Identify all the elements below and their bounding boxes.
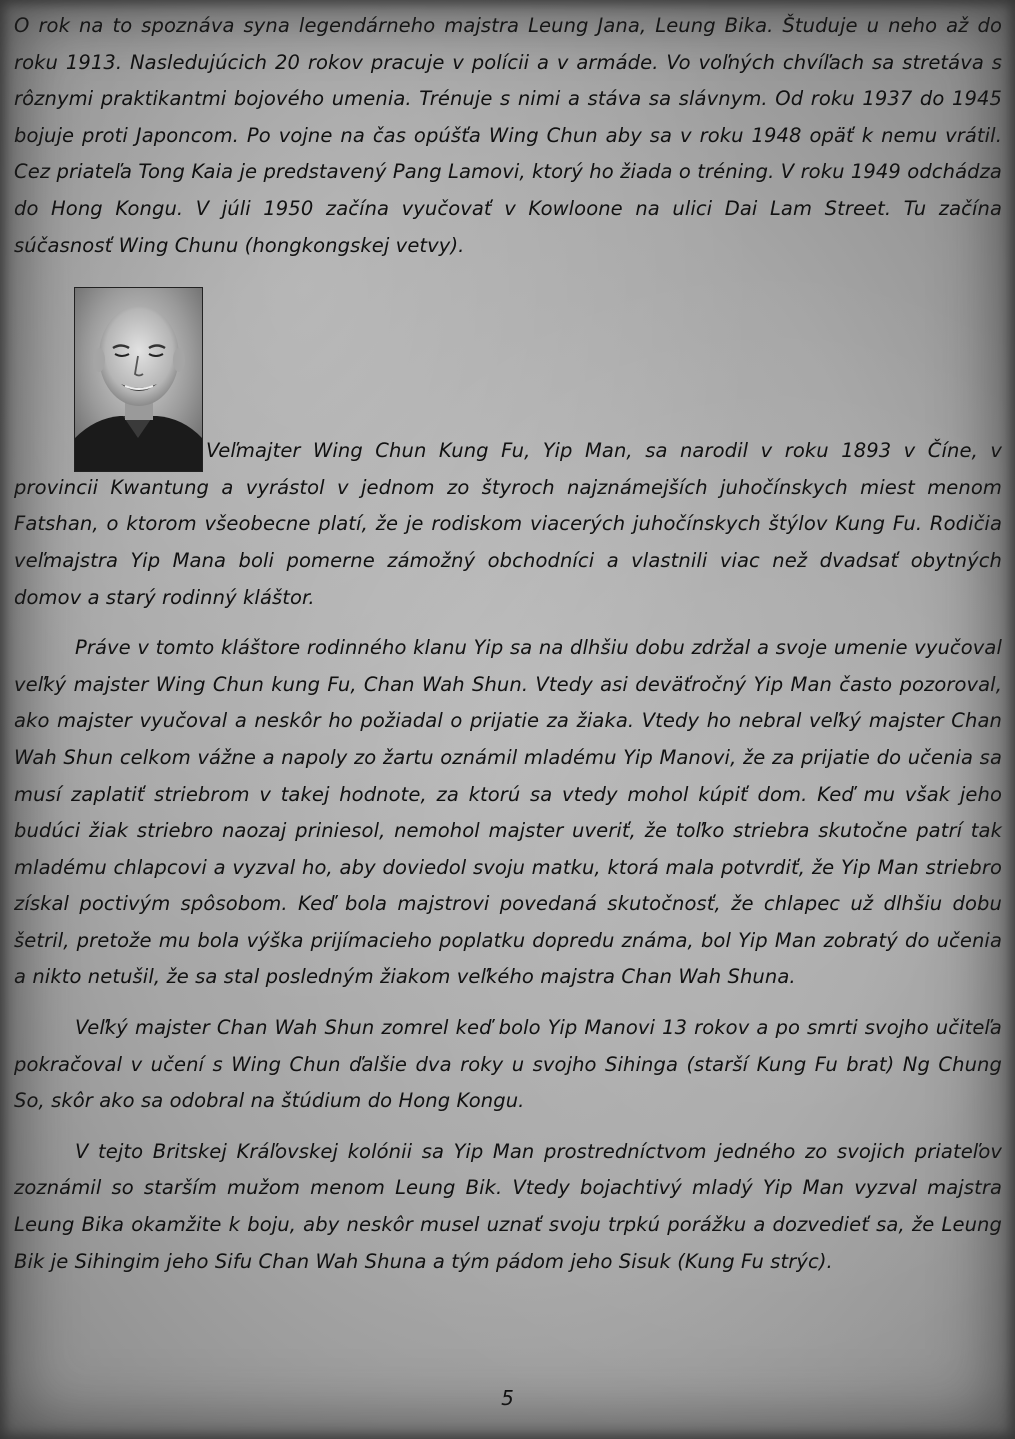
portrait-photo-icon xyxy=(75,288,202,471)
portrait-photo xyxy=(74,287,203,472)
paragraph-yip-man-birth: Veľmajter Wing Chun Kung Fu, Yip Man, sa narodil v roku 1893 v Číne, v provincii Kwantung a vyrástol v jednom zo štyroch najznámejších juhočínskych miest menom Fatshan, o ktorom všeobecne platí, že je rodiskom viacerých juhočínskych štýlov Kung Fu. Rodičia veľmajstra Yip Mana boli pomerne zámožný obchodníci a vlastnili viac než dvadsať obytných domov a starý rodinný kláštor. xyxy=(14,439,1002,609)
paragraph-hong-kong: V tejto Britskej Kráľovskej kolónii sa Yip Man prostredníctvom jedného zo svojich priateľov zoznámil so starším mužom menom Leung Bik. Vtedy bojachtivý mladý Yip Man vyzval majstra Leung Bika okamžite k boju, aby neskôr musel uznať svoju trpkú porážku a dozvedieť sa, že Leung Bik je Sihingim jeho Sifu Chan Wah Shuna a tým pádom jeho Sisuk (Kung Fu strýc). xyxy=(14,1139,1002,1273)
photo-block xyxy=(14,283,1002,433)
paragraph-intro: O rok na to spoznáva syna legendárneho majstra Leung Jana, Leung Bika. Študuje u neho až do roku 1913. Nasledujúcich 20 rokov pracuje v polícii a v armáde. Vo voľných chvíľach sa stretáva s rôznymi praktikantmi bojového umenia. Trénuje s nimi a stáva sa slávnym. Od roku 1937 do 1945 bojuje proti Japoncom. Po vojne na čas opúšťa Wing Chun aby sa v roku 1948 opäť k nemu vrátil. Cez priateľa Tong Kaia je predstavený Pang Lamovi, ktorý ho žiada o tréning. V roku 1949 odchádza do Hong Kongu. V júli 1950 začína vyučovať v Kowloone na ulici Dai Lam Street. Tu začína súčasnosť Wing Chunu (hongkongskej vetvy). xyxy=(14,14,1002,257)
document-body xyxy=(14,8,1002,1294)
paragraph-monastery: Práve v tomto kláštore rodinného klanu Yip sa na dlhšiu dobu zdržal a svoje umenie vyučoval veľký majster Wing Chun kung Fu, Chan Wah Shun. Vtedy asi deväťročný Yip Man často pozoroval, ako majster vyučoval a neskôr ho požiadal o prijatie za žiaka. Vtedy ho nebral veľký majster Chan Wah Shun celkom vážne a napoly zo žartu oznámil mladému Yip Manovi, že za prijatie do učenia sa musí zaplatiť striebrom v takej hodnote, za ktorú sa vtedy mohol kúpiť dom. Keď mu však jeho budúci žiak striebro naozaj priniesol, nemohol majster uveriť, že toľko striebra skutočne patrí tak mladému chlapcovi a vyzval ho, aby doviedol svoju matku, ktorá mala potvrdiť, že Yip Man striebro získal poctivým spôsobom. Keď bola majstrovi povedaná skutočnosť, že chlapec už dlhšiu dobu šetril, pretože mu bola výška prijímacieho poplatku dopredu známa, bol Yip Man zobratý do učenia a nikto netušil, že sa stal posledným žiakom veľkého majstra Chan Wah Shuna. xyxy=(14,636,1002,989)
paragraph-teacher-death: Veľký majster Chan Wah Shun zomrel keď bolo Yip Manovi 13 rokov a po smrti svojho učiteľa pokračoval v učení s Wing Chun ďalšie dva roky u svojho Sihinga (starší Kung Fu brat) Ng Chung So, skôr ako sa odobral na štúdium do Hong Kongu. xyxy=(14,1016,1002,1113)
page-number: 5 xyxy=(501,1386,514,1410)
